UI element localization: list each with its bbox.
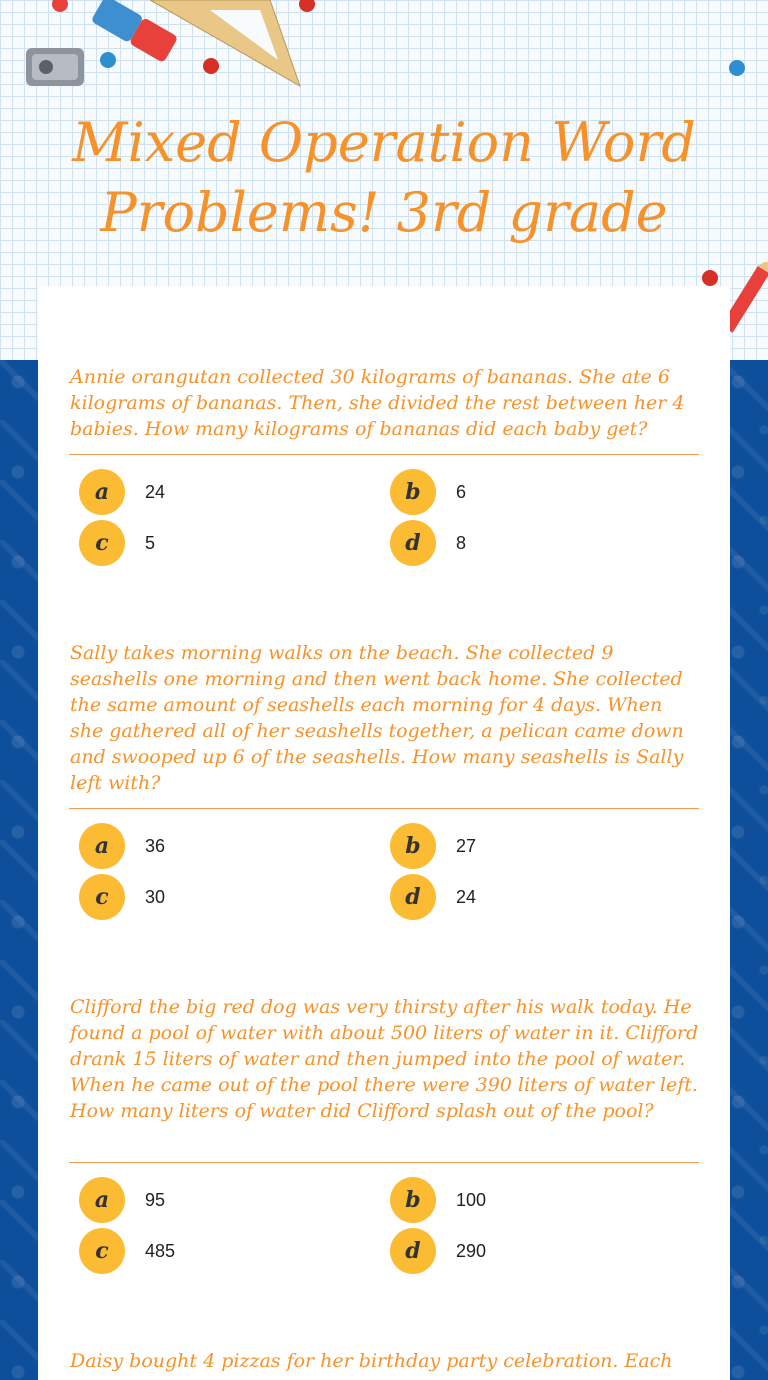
question-2-option-b[interactable] [390, 823, 690, 869]
question-3-option-b[interactable] [390, 1177, 690, 1223]
option-letter-badge: d [390, 520, 436, 566]
question-1-divider [69, 454, 699, 455]
option-value: 290 [456, 1240, 487, 1261]
option-value: 95 [145, 1189, 166, 1210]
option-letter-badge: c [79, 520, 125, 566]
question-1-option-d[interactable] [390, 520, 690, 566]
question-3-divider [69, 1162, 699, 1163]
option-value: 485 [145, 1240, 176, 1261]
question-1-option-a[interactable] [79, 469, 379, 515]
question-2-option-a[interactable] [79, 823, 379, 869]
option-letter-badge: d [390, 874, 436, 920]
option-value: 27 [456, 835, 477, 856]
option-letter-badge: a [79, 469, 125, 515]
option-letter-badge: a [79, 823, 125, 869]
question-3-option-d[interactable] [390, 1228, 690, 1274]
option-value: 36 [145, 835, 166, 856]
option-value: 8 [456, 532, 467, 553]
question-4-text: Daisy bought 4 pizzas for her birthday party celebration. Each [70, 1350, 673, 1372]
question-1-text: Annie orangutan collected 30 kilograms of bananas. She ate 6 kilograms of bananas. Then, she divided the rest between her 4 babies. How many kilograms of bananas did each baby get? [70, 366, 685, 440]
option-value: 5 [145, 532, 156, 553]
option-value: 24 [145, 481, 166, 502]
option-letter-badge: c [79, 1228, 125, 1274]
option-value: 24 [456, 886, 477, 907]
option-letter-badge: c [79, 874, 125, 920]
option-value: 100 [456, 1189, 487, 1210]
option-letter-badge: b [390, 823, 436, 869]
dot-decoration-icon [52, 0, 768, 80]
question-2-divider [69, 808, 699, 809]
option-value: 6 [456, 481, 467, 502]
option-letter-badge: a [79, 1177, 125, 1223]
question-1-option-b[interactable] [390, 469, 690, 515]
question-2-text: Sally takes morning walks on the beach. She collected 9 seashells one morning and then went back home. She collected the same amount of seashells each morning for 4 days. When she gathered all of her seashells together, a pelican came down and swooped up 6 of the seashells. How many seashells is Sally left with? [70, 642, 684, 794]
question-3-text: Clifford the big red dog was very thirsty after his walk today. He found a pool of water with about 500 liters of water in it. Clifford drank 15 liters of water and then jumped into the pool of water. When he came out of the pool there were 390 liters of water left. How many liters of water did Clifford splash out of the pool? [70, 996, 699, 1122]
worksheet-title: Mixed Operation Word Problems! 3rd grade [72, 111, 696, 244]
question-1-option-c[interactable] [79, 520, 379, 566]
option-letter-badge: b [390, 469, 436, 515]
question-3-option-c[interactable] [79, 1228, 379, 1274]
question-2-option-d[interactable] [390, 874, 690, 920]
option-letter-badge: b [390, 1177, 436, 1223]
question-2-option-c[interactable] [79, 874, 379, 920]
question-3-option-a[interactable] [79, 1177, 379, 1223]
option-value: 30 [145, 886, 166, 907]
option-letter-badge: d [390, 1228, 436, 1274]
